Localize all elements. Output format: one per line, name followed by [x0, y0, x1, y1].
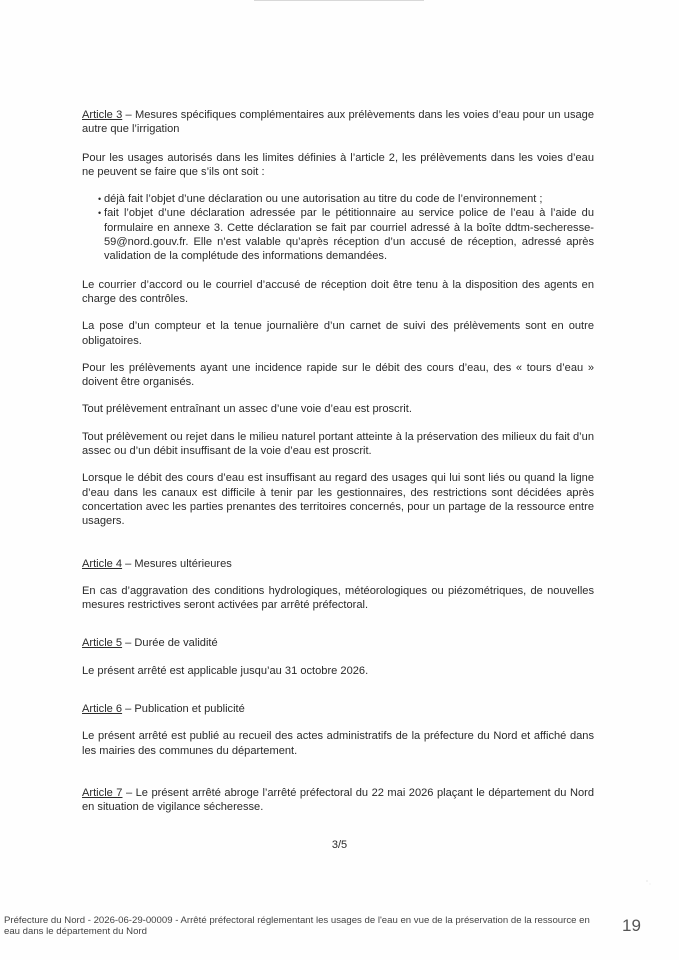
article-4-body: En cas d’aggravation des conditions hydrologiques, météorologiques ou piézométriques, de nouvelles mesures restrictives seront activées par arrêté préfectoral.	[82, 584, 594, 612]
paragraph: Tout prélèvement entraînant un assec d’une voie d’eau est proscrit.	[82, 403, 412, 416]
article-7-paragraph	[82, 786, 594, 815]
article-5-title: – Durée de validité	[122, 637, 218, 650]
paragraph: La pose d’un compteur et la tenue journalière d’un carnet de suivi des prélèvements sont en outre obligatoires.	[82, 320, 594, 347]
article-4-label: Article 4	[82, 557, 123, 570]
article-7-label: Article 7	[82, 786, 123, 799]
article-4-title: – Mesures ultérieures	[122, 557, 232, 570]
scan-specks	[646, 880, 652, 886]
article-3-label: Article 3	[82, 109, 123, 121]
footer-text: Préfecture du Nord - 2026-06-29-00009 - Arrêté préfectoral réglementant les usages de l'eau en vue de la préservation de la ressource en eau dans le département du Nord	[4, 915, 590, 938]
article-5-heading	[82, 636, 594, 650]
article-3-bullet-list	[82, 192, 594, 263]
bullet-icon: •	[98, 208, 102, 219]
document-body	[82, 108, 594, 815]
article-3-title: – Mesures spécifiques complémentaires aux prélèvements dans les voies d’eau pour un usage autre que l’irrigation	[82, 109, 594, 136]
paragraph: Pour les prélèvements ayant une incidence rapide sur le débit des cours d’eau, des « tours d’eau » doivent être organisés.	[82, 361, 594, 389]
article-5-body: Le présent arrêté est applicable jusqu’au 31 octobre 2026.	[82, 664, 369, 677]
bullet-text: fait l’objet d’une déclaration adressée par le pétitionnaire au service police de l’eau à l’aide du formulaire en annexe 3. Cette déclaration se fait par courriel adressé à la boîte ddtm-secheresse-59@nord.gouv.fr. Elle n’est valable qu’après réception d’un accusé de réception, adressé après validation de la complétude des informations demandées.	[104, 207, 594, 263]
article-6-title: – Publication et publicité	[122, 703, 245, 716]
article-3-heading	[82, 108, 594, 137]
article-3-intro: Pour les usages autorisés dans les limites définies à l’article 2, les prélèvements dans les voies d’eau ne peuvent se faire que s’ils ont soit :	[82, 151, 594, 178]
page-number: 3/5	[331, 839, 348, 851]
article-6-heading	[82, 702, 594, 716]
article-4-heading	[82, 557, 594, 571]
footer-page-number: 19	[622, 916, 641, 935]
article-5-label: Article 5	[82, 637, 123, 650]
paragraph: Lorsque le débit des cours d’eau est insuffisant au regard des usages qui lui sont liés ou quand la ligne d’eau dans les canaux est difficile à tenir par les gestionnaires, des restrictions sont décidées après concertation avec les parties prenantes des territoires concernés, pour un partage de la ressource entre usagers.	[82, 472, 594, 528]
list-item	[82, 206, 594, 263]
article-7-text: – Le présent arrêté abroge l’arrêté préfectoral du 22 mai 2026 plaçant le département du Nord en situation de vigilance sécheresse.	[82, 786, 594, 814]
article-6-body: Le présent arrêté est publié au recueil des actes administratifs de la préfecture du Nord et affiché dans les mairies des communes du département.	[82, 730, 594, 757]
bullet-icon: •	[98, 194, 102, 205]
paragraph: Tout prélèvement ou rejet dans le milieu naturel portant atteinte à la préservation des milieux du fait d’un assec ou d’un débit insuffisant de la voie d’eau est proscrit.	[82, 430, 594, 458]
list-item	[82, 192, 594, 206]
paragraph: Le courrier d’accord ou le courriel d’accusé de réception doit être tenu à la disposition des agents en charge des contrôles.	[82, 278, 594, 305]
article-6-label: Article 6	[82, 703, 123, 716]
bullet-text: déjà fait l’objet d’une déclaration ou une autorisation au titre du code de l’environnement ;	[104, 193, 543, 206]
scan-edge-line	[254, 0, 424, 1]
